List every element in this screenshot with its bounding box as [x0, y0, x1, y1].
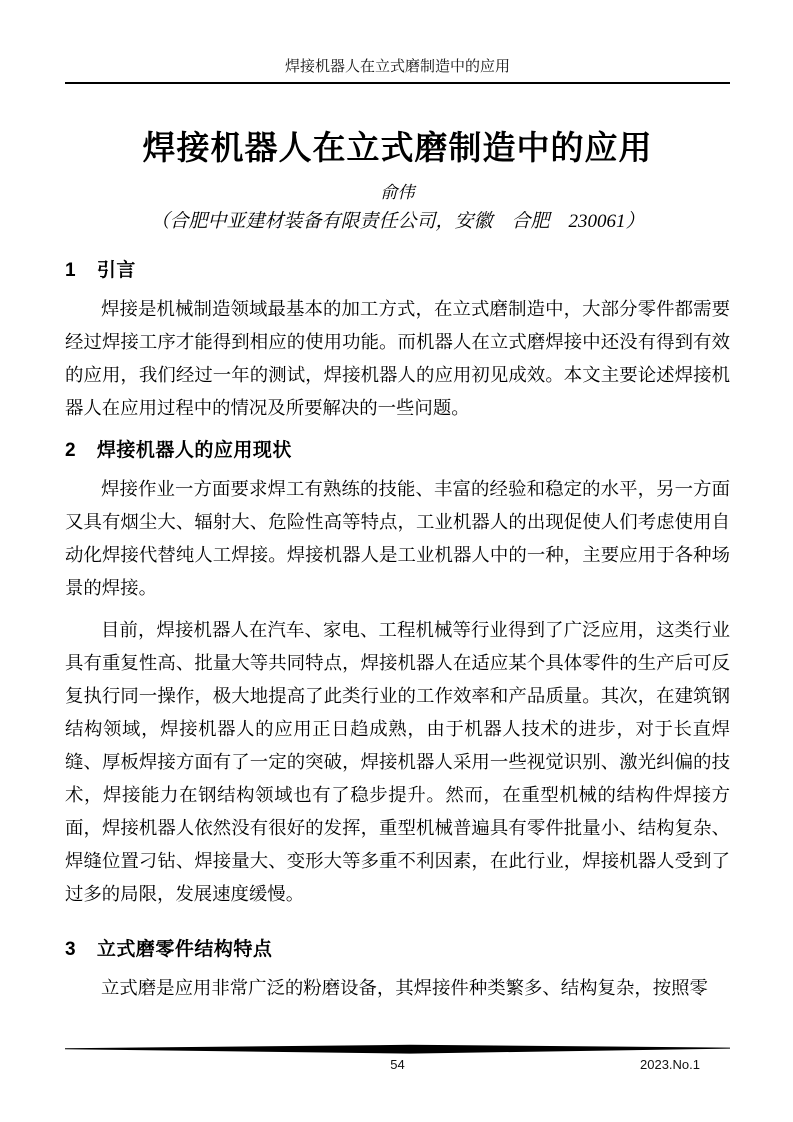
issue-label: 2023.No.1 — [640, 1057, 700, 1072]
article-title: 焊接机器人在立式磨制造中的应用 — [142, 129, 653, 166]
paragraph: 立式磨是应用非常广泛的粉磨设备，其焊接件种类繁多、结构复杂，按照零 — [101, 978, 708, 998]
section-heading-introduction — [65, 258, 730, 284]
author-name: 俞伟 — [380, 183, 415, 202]
section-number: 2 — [65, 440, 77, 461]
running-head: 焊接机器人在立式磨制造中的应用 — [284, 59, 510, 75]
page-number: 54 — [390, 1057, 405, 1072]
paragraph: 焊接作业一方面要求焊工有熟练的技能、丰富的经验和稳定的水平，另一方面又具有烟尘大、辐射大、危险性高等特点，工业机器人的出现促使人们考虑使用自动化焊接代替纯人工焊接。焊接机器人是工业机器人中的一种，主要应用于各种场景的焊接。 — [65, 479, 730, 598]
footer-meta — [65, 1056, 730, 1074]
section-number: 3 — [65, 939, 77, 960]
section-title: 引言 — [96, 260, 136, 281]
paragraph: 焊接是机械制造领域最基本的加工方式，在立式磨制造中，大部分零件都需要经过焊接工序才能得到相应的使用功能。而机器人在立式磨焊接中还没有得到有效的应用，我们经过一年的测试，焊接机器人的应用初见成效。本文主要论述焊接机器人在应用过程中的情况及所要解决的一些问题。 — [65, 299, 730, 418]
paragraph: 目前，焊接机器人在汽车、家电、工程机械等行业得到了广泛应用，这类行业具有重复性高、批量大等共同特点，焊接机器人在适应某个具体零件的生产后可反复执行同一操作，极大地提高了此类行业的工作效率和产品质量。其次，在建筑钢结构领域，焊接机器人的应用正日趋成熟，由于机器人技术的进步，对于长直焊缝、厚板焊接方面有了一定的突破，焊接机器人采用一些视觉识别、激光纠偏的技术，焊接能力在钢结构领域也有了稳步提升。然而，在重型机械的结构件焊接方面，焊接机器人依然没有很好的发挥，重型机械普遍具有零件批量小、结构复杂、焊缝位置刁钻、焊接量大、变形大等多重不利因素，在此行业，焊接机器人受到了过多的局限，发展速度缓慢。 — [65, 620, 730, 904]
section-title: 立式磨零件结构特点 — [96, 939, 273, 960]
header-rule — [65, 82, 730, 84]
author-affiliation: （合肥中亚建材装备有限责任公司，安徽 合肥 230061） — [150, 211, 645, 232]
page-footer — [65, 1044, 730, 1074]
footer-tapered-rule — [65, 1044, 730, 1055]
section-number: 1 — [65, 260, 77, 281]
section-heading-part-structure — [65, 937, 730, 963]
section-title: 焊接机器人的应用现状 — [96, 440, 292, 461]
section-heading-application-status — [65, 438, 730, 464]
